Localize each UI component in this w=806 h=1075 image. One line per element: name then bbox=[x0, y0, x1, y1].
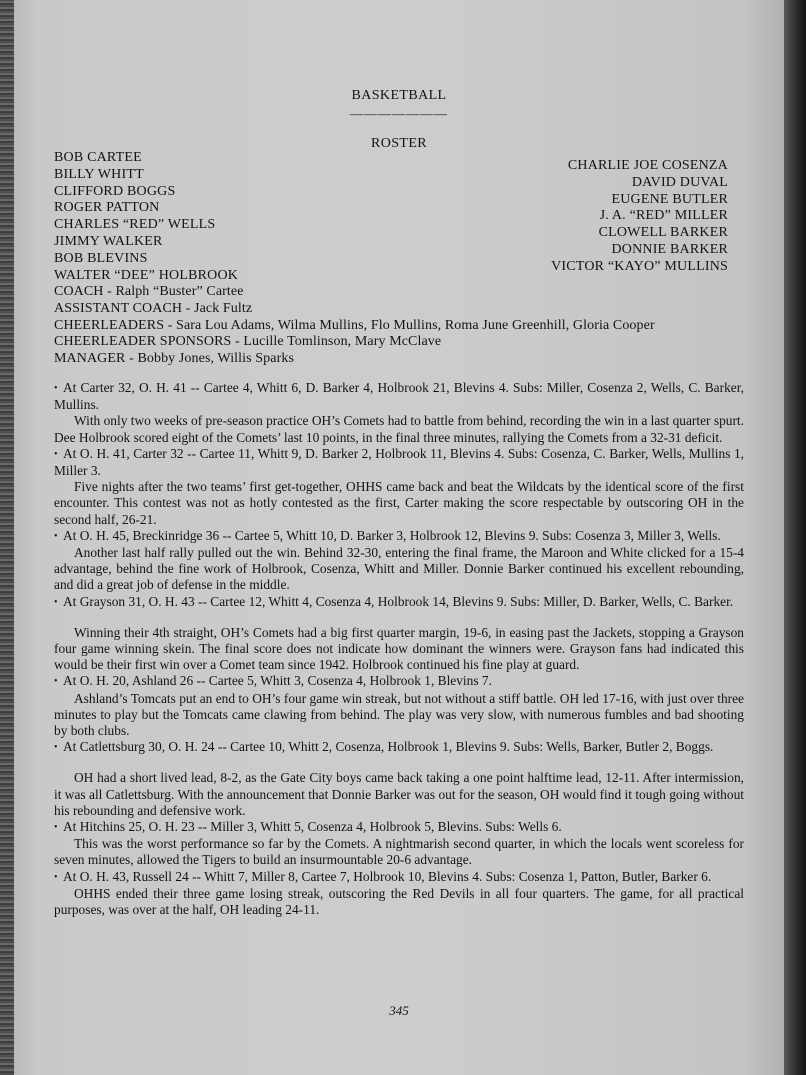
game-summary bbox=[54, 479, 744, 528]
roster-name: ROGER PATTON bbox=[54, 200, 160, 216]
game-summary bbox=[54, 691, 744, 740]
game-result bbox=[54, 380, 744, 413]
game-result bbox=[54, 869, 744, 886]
paragraph-text: At Hitchins 25, O. H. 23 -- Miller 3, Whitt 5, Cosenza 4, Holbrook 5, Blevins. Subs: Wells 6. bbox=[63, 819, 562, 835]
game-result bbox=[54, 446, 744, 479]
book-page bbox=[14, 0, 784, 1075]
bullet-icon: • bbox=[54, 742, 58, 754]
game-result bbox=[54, 528, 744, 545]
game-summary bbox=[54, 413, 744, 445]
season-recap bbox=[54, 380, 744, 918]
roster-name: CLOWELL BARKER bbox=[598, 225, 728, 241]
assistant-coach-line: ASSISTANT COACH - Jack Fultz bbox=[54, 300, 253, 316]
bullet-icon: • bbox=[54, 596, 58, 608]
roster-name: CLIFFORD BOGGS bbox=[54, 183, 176, 199]
bullet-icon: • bbox=[54, 822, 58, 834]
game-result bbox=[54, 819, 744, 836]
roster-name: BOB CARTEE bbox=[54, 150, 142, 165]
paragraph-text: With only two weeks of pre-season practice OH’s Comets had to battle from behind, recording the win in a last quarter spurt. Dee Holbrook scored eight of the Comets’ last 10 points, in the final three minutes, rallying the Comets from a 32-31 deficit. bbox=[54, 413, 744, 445]
paragraph-text: Five nights after the two teams’ first get-together, OHHS came back and beat the Wildcats by the identical score of the first encounter. This contest was not as hotly contested as the first, Carter making the score respectable by outscoring OH in the second half, 26-21. bbox=[54, 479, 744, 527]
book-binding bbox=[0, 0, 14, 1075]
bullet-icon: • bbox=[54, 871, 58, 883]
paragraph-text: At Grayson 31, O. H. 43 -- Cartee 12, Whitt 4, Cosenza 4, Holbrook 14, Blevins 9. Subs: Miller, D. Barker, Wells, C. Barker. bbox=[63, 593, 734, 609]
page-number: 345 bbox=[389, 1003, 409, 1018]
bullet-icon: • bbox=[54, 448, 58, 460]
cheerleaders-line: CHEERLEADERS - Sara Lou Adams, Wilma Mullins, Flo Mullins, Roma June Greenhill, Gloria Cooper bbox=[54, 317, 655, 333]
page-title: BASKETBALL bbox=[351, 88, 447, 103]
roster-name: JIMMY WALKER bbox=[54, 233, 163, 249]
paragraph-text: At O. H. 20, Ashland 26 -- Cartee 5, Whitt 3, Cosenza 4, Holbrook 1, Blevins 7. bbox=[63, 673, 492, 689]
manager-line: MANAGER - Bobby Jones, Willis Sparks bbox=[54, 351, 295, 367]
game-result bbox=[54, 739, 744, 756]
game-summary bbox=[54, 770, 744, 819]
roster-name: BILLY WHITT bbox=[54, 166, 144, 182]
game-summary bbox=[54, 625, 744, 674]
roster-name: VICTOR “KAYO” MULLINS bbox=[551, 258, 728, 274]
game-summary bbox=[54, 545, 744, 594]
roster-name: J. A. “RED” MILLER bbox=[599, 208, 728, 224]
roster-name: DAVID DUVAL bbox=[631, 174, 728, 190]
paragraph-text: At O. H. 41, Carter 32 -- Cartee 11, Whitt 9, D. Barker 2, Holbrook 11, Blevins 4. Subs: Cosenza, C. Barker, Wells, Mullins 1, Miller 3. bbox=[54, 445, 744, 479]
roster-name: CHARLES “RED” WELLS bbox=[54, 217, 216, 233]
paragraph-text: Another last half rally pulled out the win. Behind 32-30, entering the final frame, the Maroon and White clicked for a 15-4 advantage, behind the fine work of Holbrook, Cosenza, Whitt and Miller. Donnie Barker continued his excellent rebounding, and did a great job of defense in the middle. bbox=[54, 545, 744, 593]
bullet-icon: • bbox=[54, 530, 58, 542]
roster-heading: ROSTER bbox=[370, 136, 428, 151]
game-result bbox=[54, 673, 744, 690]
roster-name: WALTER “DEE” HOLBROOK bbox=[54, 267, 239, 283]
roster-name: DONNIE BARKER bbox=[611, 241, 728, 257]
paragraph-text: Winning their 4th straight, OH’s Comets had a big first quarter margin, 19-6, in easing past the Jackets, stopping a Grayson four game winning skein. The final score does not indicate how dominant the winners were. Grayson fans had indicated this would be their first win over a Comet team since 1942. Holbrook continued his fine play at guard. bbox=[54, 624, 744, 673]
bullet-icon: • bbox=[54, 383, 58, 394]
coach-line: COACH - Ralph “Buster” Cartee bbox=[54, 284, 244, 299]
cheerleader-sponsors-line: CHEERLEADER SPONSORS - Lucille Tomlinson, Mary McClave bbox=[54, 334, 442, 350]
game-summary bbox=[54, 836, 744, 868]
bullet-icon: • bbox=[54, 676, 58, 688]
roster-name: EUGENE BUTLER bbox=[611, 191, 728, 207]
paragraph-text: At Carter 32, O. H. 41 -- Cartee 4, Whitt 6, D. Barker 4, Holbrook 21, Blevins 4. Subs: Miller, Cosenza 2, Wells, C. Barker, Mullins. bbox=[54, 380, 744, 413]
paragraph-text: At O. H. 45, Breckinridge 36 -- Cartee 5, Whitt 10, D. Barker 3, Holbrook 12, Blevins 9. Subs: Cosenza 3, Miller 3, Wells. bbox=[63, 527, 721, 543]
paragraph-text: Ashland’s Tomcats put an end to OH’s four game win streak, but not without a stiff battle. OH led 17-16, with just over three minutes to play but the Tomcats came clawing from behind. The play was very slow, with numerous fumbles and bad shooting by both clubs. bbox=[54, 690, 744, 739]
paragraph-text: OH had a short lived lead, 8-2, as the Gate City boys came back taking a one point halftime lead, 12-11. After intermission, it was all Catlettsburg. With the announcement that Donnie Barker was out for the season, OH would find it tough going without his rebounding and defensive work. bbox=[54, 770, 744, 818]
paragraph-text: OHHS ended their three game losing streak, outscoring the Red Devils in all four quarters. The game, for all practical purposes, was over at the half, OH leading 24-11. bbox=[54, 885, 744, 918]
page-edge-shadow bbox=[784, 0, 806, 1075]
game-result bbox=[54, 594, 744, 611]
roster-name: CHARLIE JOE COSENZA bbox=[567, 158, 728, 173]
game-summary bbox=[54, 886, 744, 918]
title-rule: ——————— bbox=[350, 106, 448, 121]
roster-left-column bbox=[54, 150, 238, 284]
staff-list bbox=[54, 284, 655, 368]
roster-right-column bbox=[551, 158, 728, 276]
roster-name: BOB BLEVINS bbox=[54, 250, 148, 266]
paragraph-text: This was the worst performance so far by the Comets. A nightmarish second quarter, in which the locals went scoreless for seven minutes, allowed the Tigers to build an insurmountable 20-6 advantage. bbox=[54, 836, 744, 868]
paragraph-text: At O. H. 43, Russell 24 -- Whitt 7, Miller 8, Cartee 7, Holbrook 10, Blevins 4. Subs: Cosenza 1, Patton, Butler, Barker 6. bbox=[63, 868, 712, 884]
paragraph-text: At Catlettsburg 30, O. H. 24 -- Cartee 10, Whitt 2, Cosenza, Holbrook 1, Blevins 9. Subs: Wells, Barker, Butler 2, Boggs. bbox=[63, 739, 714, 755]
